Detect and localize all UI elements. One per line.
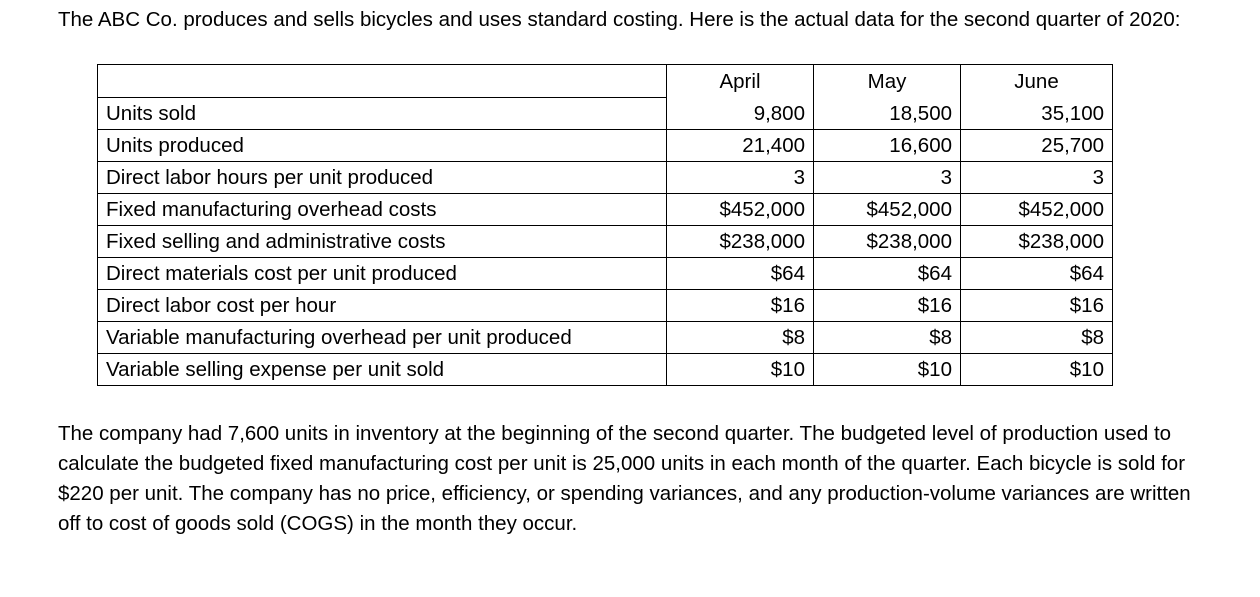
- cell-june: 25,700: [961, 130, 1113, 162]
- table-row: [98, 226, 1113, 258]
- cell-may: $8: [814, 322, 961, 354]
- table-row: [98, 354, 1113, 386]
- quarterly-data-table: [97, 64, 1113, 386]
- cell-april: 3: [667, 162, 814, 194]
- row-label: Direct labor cost per hour: [98, 290, 667, 322]
- cell-june: $10: [961, 354, 1113, 386]
- cell-may: 18,500: [814, 98, 961, 130]
- cell-april: $452,000: [667, 194, 814, 226]
- cell-may: $10: [814, 354, 961, 386]
- cell-june: $238,000: [961, 226, 1113, 258]
- cell-june: 3: [961, 162, 1113, 194]
- cell-april: $8: [667, 322, 814, 354]
- cell-april: $16: [667, 290, 814, 322]
- cell-april: $10: [667, 354, 814, 386]
- header-month-april: April: [667, 65, 814, 98]
- row-label: Variable selling expense per unit sold: [98, 354, 667, 386]
- row-label: Direct materials cost per unit produced: [98, 258, 667, 290]
- cell-may: $16: [814, 290, 961, 322]
- closing-paragraph: The company had 7,600 units in inventory at the beginning of the second quarter. The budgeted level of production used to calculate the budgeted fixed manufacturing cost per unit is 25,000 units in each month of the quarter. Each bicycle is sold for $220 per unit. The company has no price, efficiency, or spending variances, and any production-volume variances are written off to cost of goods sold (COGS) in the month they occur.: [58, 422, 1191, 535]
- cell-may: 16,600: [814, 130, 961, 162]
- cell-may: 3: [814, 162, 961, 194]
- header-month-may: May: [814, 65, 961, 98]
- cell-may: $64: [814, 258, 961, 290]
- row-label: Variable manufacturing overhead per unit produced: [98, 322, 667, 354]
- row-label: Fixed manufacturing overhead costs: [98, 194, 667, 226]
- row-label: Units produced: [98, 130, 667, 162]
- cell-april: $64: [667, 258, 814, 290]
- cell-april: 21,400: [667, 130, 814, 162]
- row-label: Fixed selling and administrative costs: [98, 226, 667, 258]
- cell-june: 35,100: [961, 98, 1113, 130]
- table-row: [98, 194, 1113, 226]
- table-row: [98, 98, 1113, 130]
- row-label: Direct labor hours per unit produced: [98, 162, 667, 194]
- header-month-june: June: [961, 65, 1113, 98]
- cell-april: $238,000: [667, 226, 814, 258]
- cell-june: $452,000: [961, 194, 1113, 226]
- cell-may: $238,000: [814, 226, 961, 258]
- cell-may: $452,000: [814, 194, 961, 226]
- cell-june: $64: [961, 258, 1113, 290]
- header-blank-cell: [98, 65, 667, 98]
- row-label: Units sold: [98, 98, 667, 130]
- table-row: [98, 290, 1113, 322]
- cell-june: $8: [961, 322, 1113, 354]
- cell-june: $16: [961, 290, 1113, 322]
- table-row: [98, 322, 1113, 354]
- table-row: [98, 258, 1113, 290]
- table-row: [98, 130, 1113, 162]
- table-row: [98, 162, 1113, 194]
- table-header-row: [98, 65, 1113, 98]
- intro-paragraph: The ABC Co. produces and sells bicycles and uses standard costing. Here is the actual data for the second quarter of 2020:: [58, 8, 1181, 31]
- cell-april: 9,800: [667, 98, 814, 130]
